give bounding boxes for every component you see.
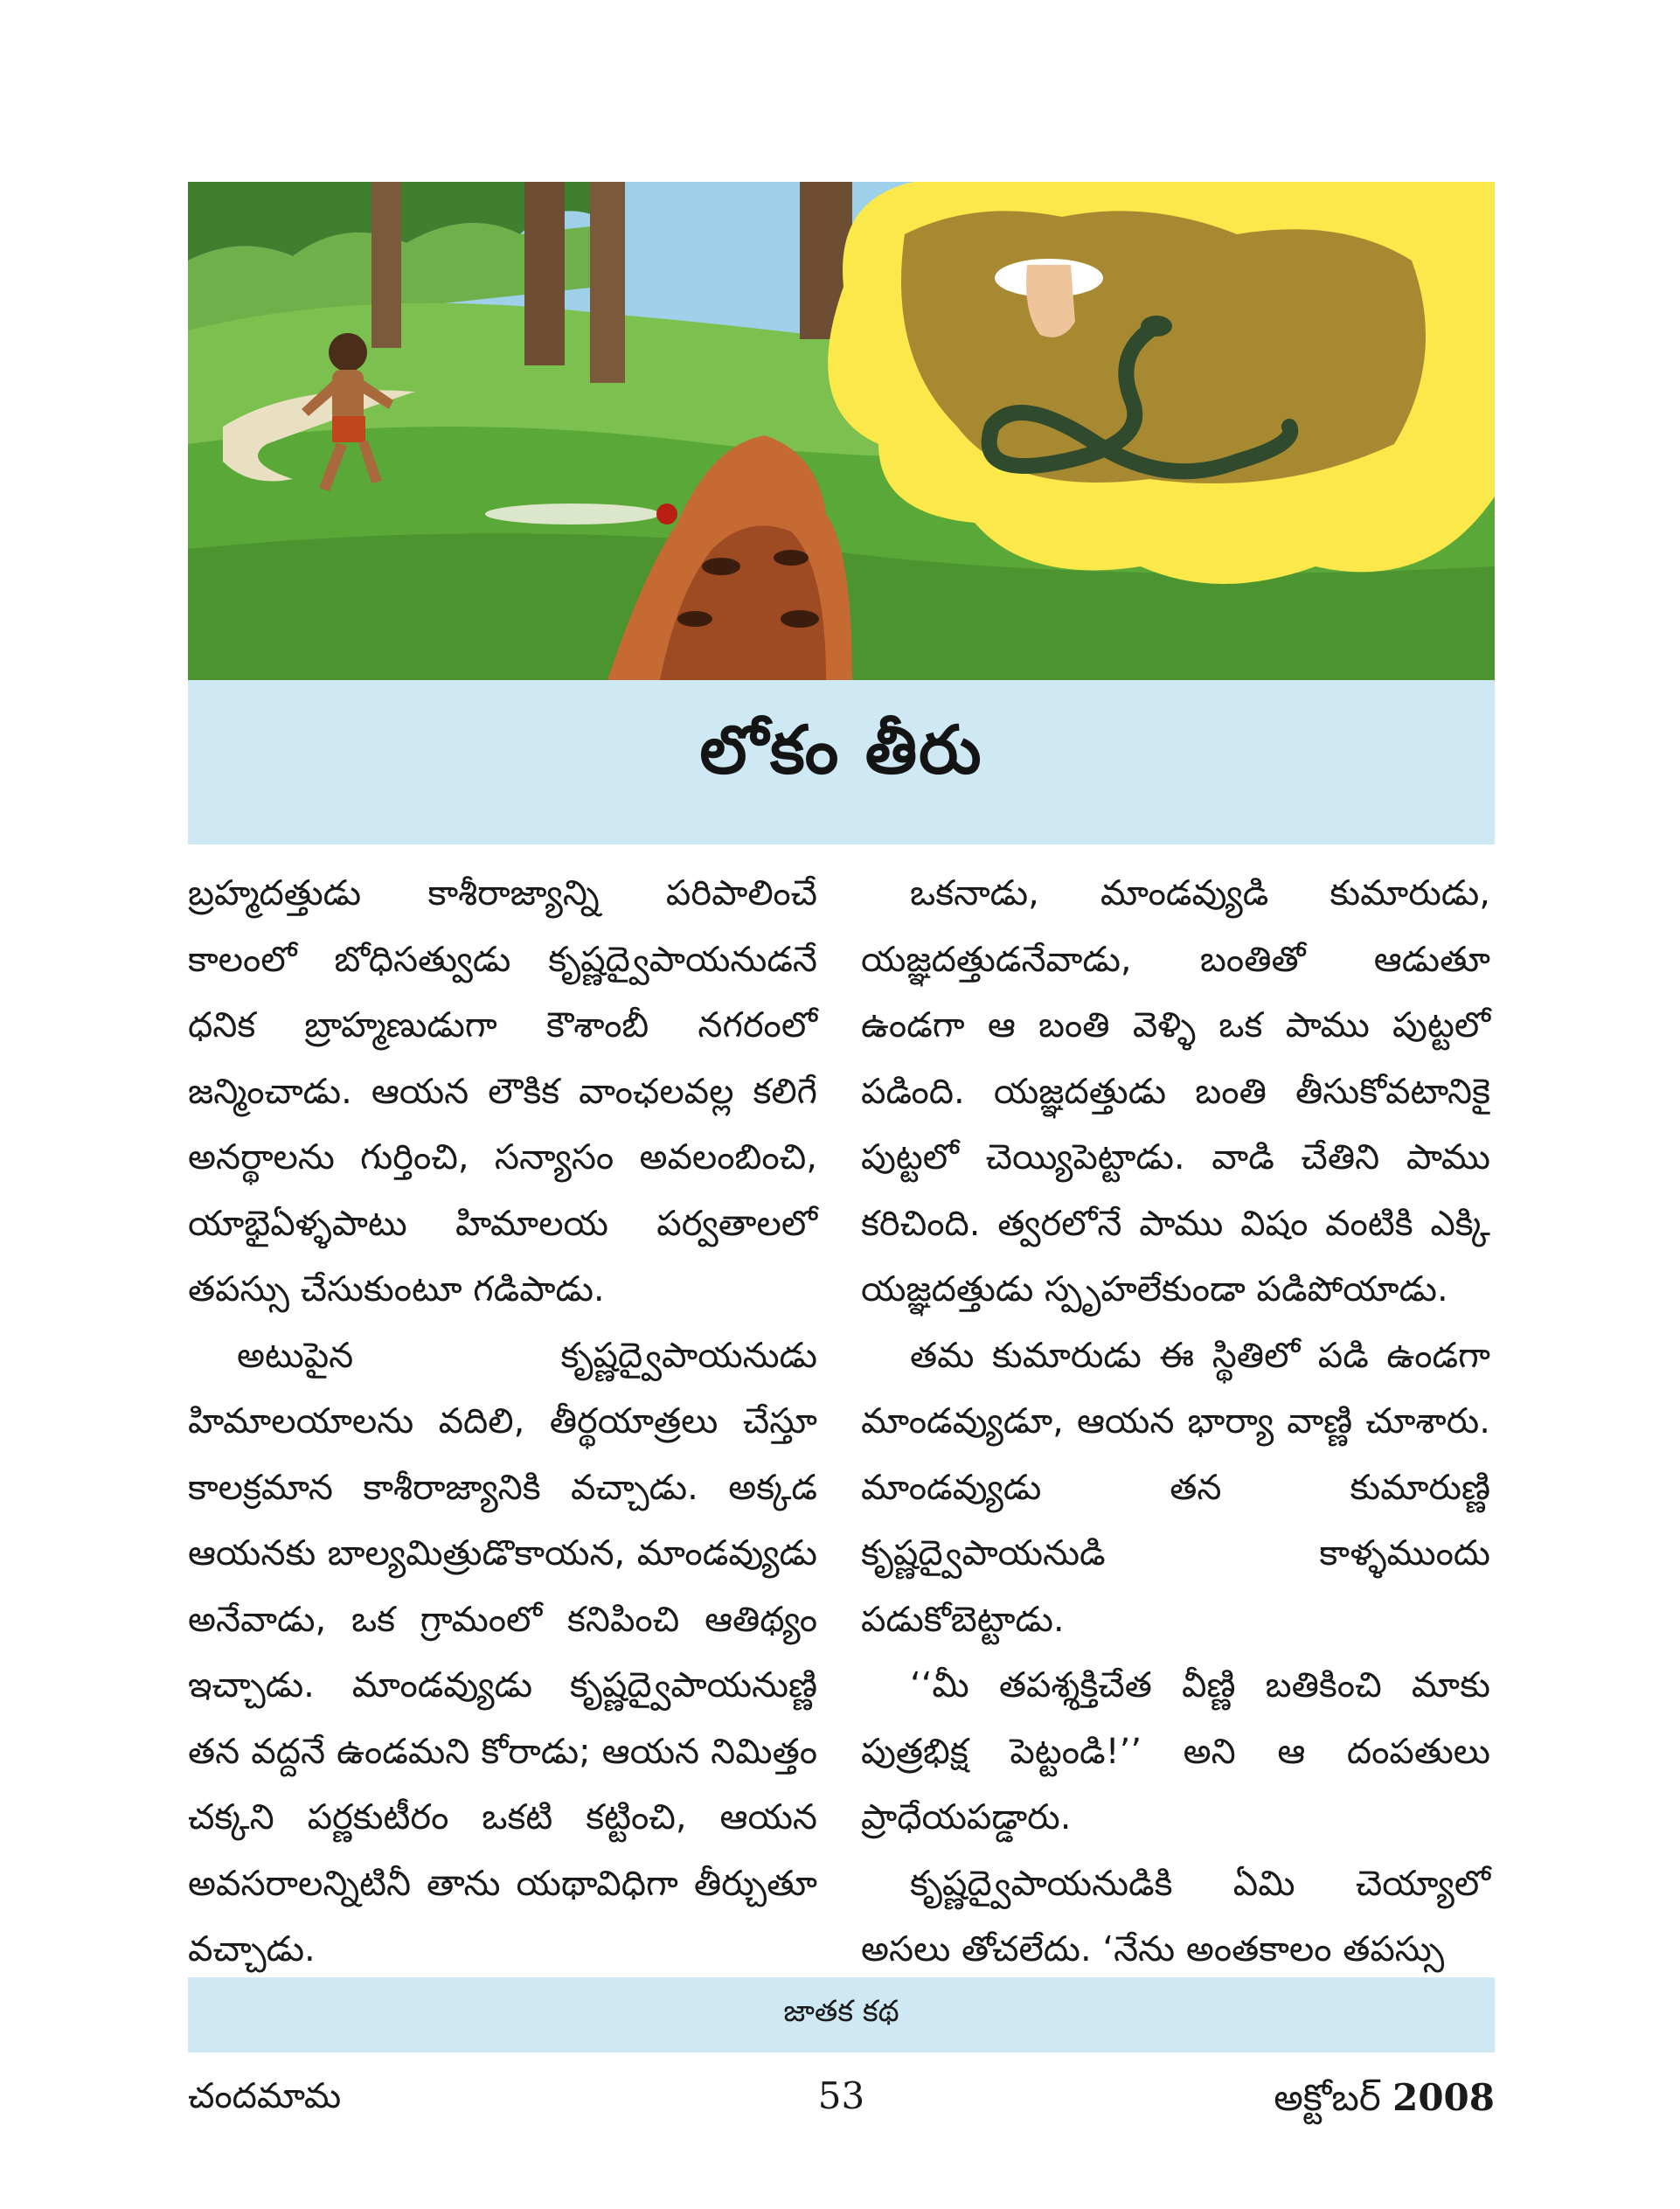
text-column-right [861,861,1490,1983]
issue-month: అక్టోబర్ [1274,2076,1381,2119]
tree-trunk [590,182,625,383]
text-column-left [188,861,817,1983]
issue-date [1274,2076,1495,2129]
page-footer [188,2076,1495,2137]
magazine-name: చందమామ [188,2076,342,2116]
tree-trunk [524,182,565,365]
series-band [188,1977,1495,2053]
title-band [188,680,1495,844]
paragraph: బ్రహ్మదత్తుడు కాశీరాజ్యాన్ని పరిపాలించే కాలంలో బోధిసత్వుడు కృష్ణద్వైపాయనుడనే ధనిక బ్రాహ్మణుడుగా కౌశాంబీ నగరంలో జన్మించాడు. ఆయన లౌకిక వాంఛలవల్ల కలిగే అనర్థాలను గుర్తించి, సన్యాసం అవలంబించి, యాభైఏళ్ళపాటు హిమాలయ పర్వతాలలో తపస్సు చేసుకుంటూ గడిపాడు. [188,873,817,1309]
ball [656,504,677,524]
issue-year: 2008 [1392,2076,1495,2119]
story-illustration [188,182,1495,680]
ball-trail [485,504,660,524]
paragraph: ఒకనాడు, మాండవ్యుడి కుమారుడు, యజ్ఞదత్తుడనేవాడు, బంతితో ఆడుతూ ఉండగా ఆ బంతి వెళ్ళి ఒక పాము పుట్టలో పడింది. యజ్ఞదత్తుడు బంతి తీసుకోవటానికై పుట్టలో చెయ్యిపెట్టాడు. వాడి చేతిని పాము కరిచింది. త్వరలోనే పాము విషం వంటికి ఎక్కి యజ్ఞదత్తుడు స్పృహలేకుండా పడిపోయాడు. [861,873,1490,1309]
tree-trunk [371,182,401,348]
paragraph: కృష్ణద్వైపాయనుడికి ఏమి చెయ్యాలో అసలు తోచలేదు. ‘నేను అంతకాలం తపస్సు [861,1863,1490,1969]
paragraph: అటుపైన కృష్ణద్వైపాయనుడు హిమాలయాలను వదిలి, తీర్థయాత్రలు చేస్తూ కాలక్రమాన కాశీరాజ్యానికి వచ్చాడు. అక్కడ ఆయనకు బాల్యమిత్రుడొకాయన, మాండవ్యుడు అనేవాడు, ఒక గ్రామంలో కనిపించి ఆతిథ్యం ఇచ్చాడు. మాండవ్యుడు కృష్ణద్వైపాయనుణ్ణి తన వద్దనే ఉండమని కోరాడు; ఆయన నిమిత్తం చక్కని పర్ణకుటీరం ఒకటి కట్టించి, ఆయన అవసరాలన్నిటినీ తాను యథావిధిగా తీర్చుతూ వచ్చాడు. [188,1335,817,1969]
page-number: 53 [817,2074,865,2117]
story-title: లోకం తీరు [699,711,983,788]
paragraph: ‘‘మీ తపశ్శక్తిచేత వీణ్ణి బతికించి మాకు పుత్రభిక్ష పెట్టండి!’’ అని ఆ దంపతులు ప్రాధేయపడ్డారు. [861,1665,1490,1837]
paragraph: తమ కుమారుడు ఈ స్థితిలో పడి ఉండగా మాండవ్యుడూ, ఆయన భార్యా వాణ్ణి చూశారు. మాండవ్యుడు తన కుమారుణ్ణి కృష్ణద్వైపాయనుడి కాళ్ళముందు పడుకోబెట్టాడు. [861,1335,1490,1640]
series-label: జాతక కథ [783,1994,899,2029]
